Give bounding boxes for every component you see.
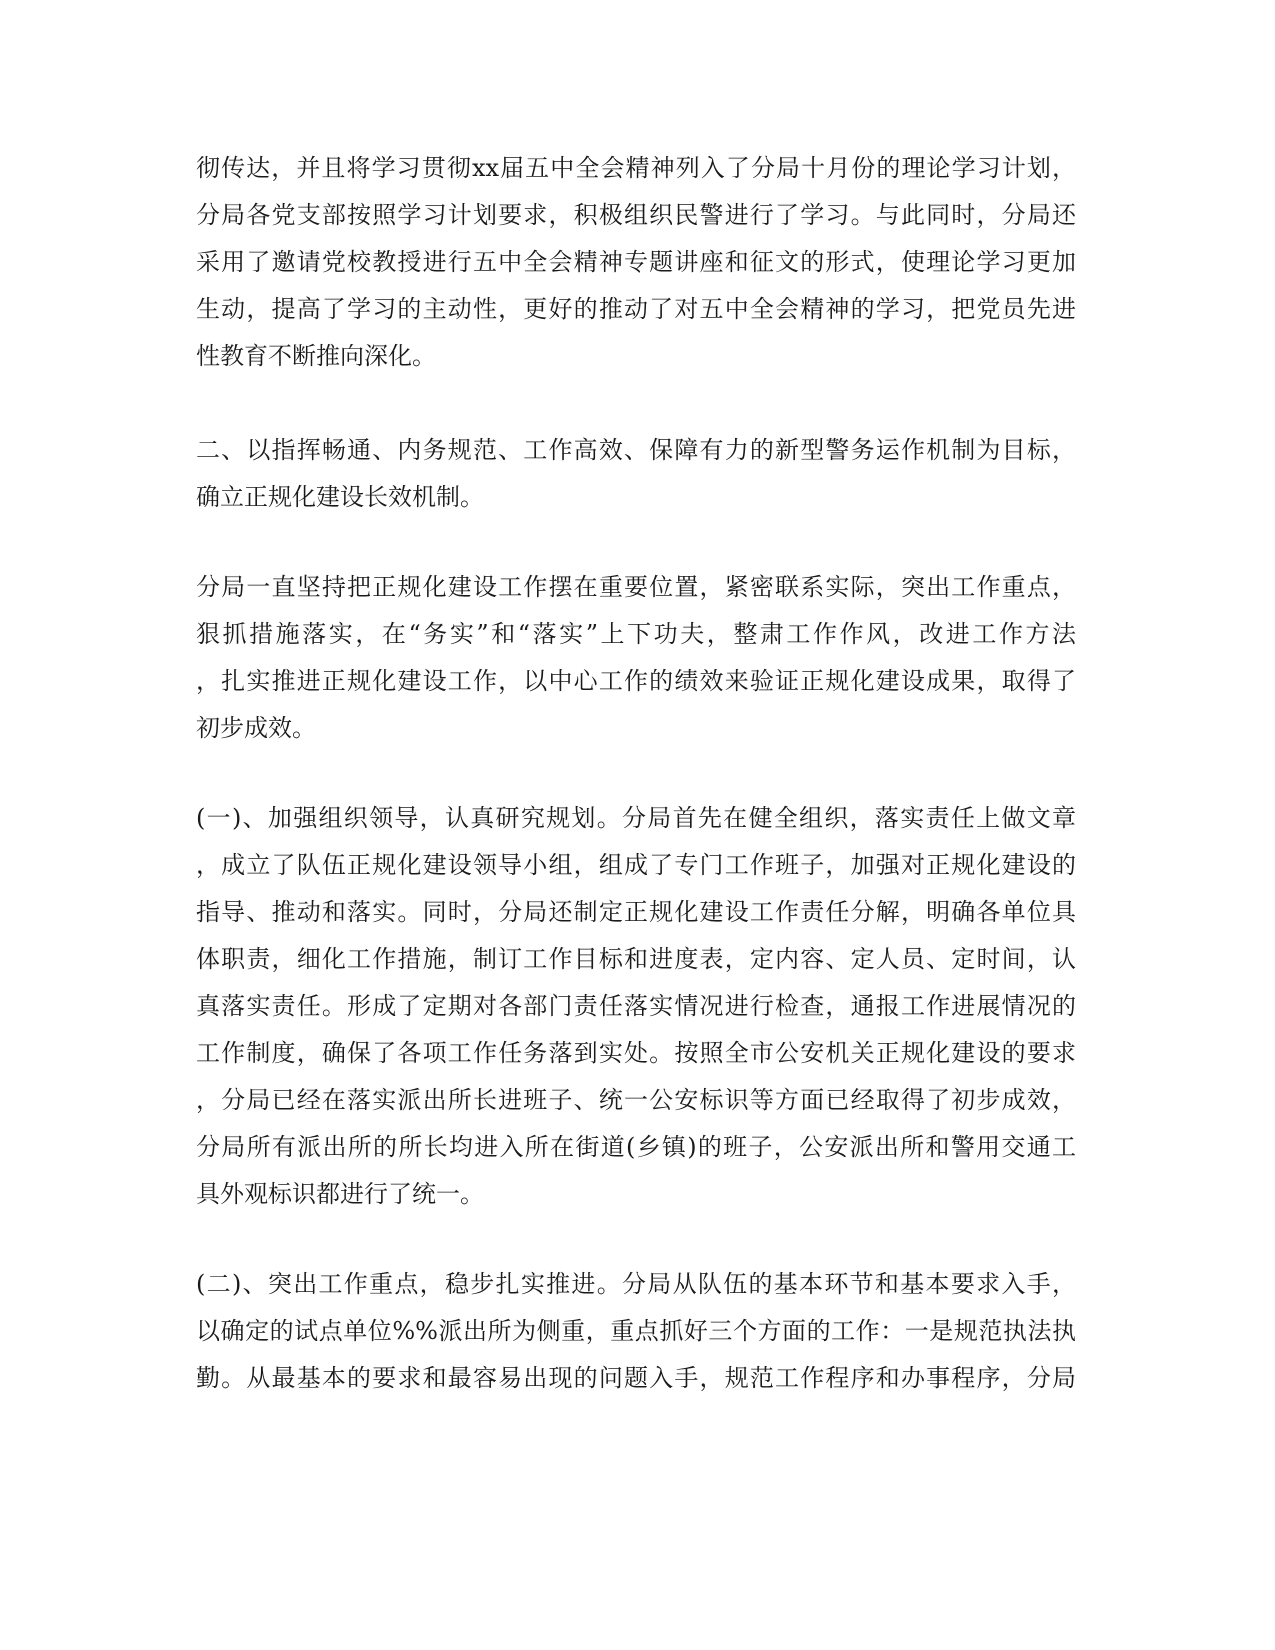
text-line: 分局所有派出所的所长均进入所在街道(乡镇)的班子，公安派出所和警用交通工 (196, 1133, 1076, 1161)
text-line: 以确定的试点单位%%派出所为侧重，重点抓好三个方面的工作：一是规范执法执 (196, 1317, 1076, 1345)
text-line: (一)、加强组织领导，认真研究规划。分局首先在健全组织，落实责任上做文章 (196, 804, 1076, 832)
text-line: 具外观标识都进行了统一。 (196, 1180, 484, 1208)
text-line: 指导、推动和落实。同时，分局还制定正规化建设工作责任分解，明确各单位具 (196, 898, 1076, 926)
text-line: 工作制度，确保了各项工作任务落到实处。按照全市公安机关正规化建设的要求 (196, 1039, 1076, 1067)
text-line: 勤。从最基本的要求和最容易出现的问题入手，规范工作程序和办事程序，分局 (196, 1364, 1076, 1392)
text-line: (二)、突出工作重点，稳步扎实推进。分局从队伍的基本环节和基本要求入手， (196, 1270, 1076, 1298)
text-line: 狠抓措施落实，在“务实”和“落实”上下功夫，整肃工作作风，改进工作方法 (196, 620, 1076, 648)
text-line: 分局各党支部按照学习计划要求，积极组织民警进行了学习。与此同时，分局还 (196, 201, 1076, 229)
text-line: 二、以指挥畅通、内务规范、工作高效、保障有力的新型警务运作机制为目标， (196, 436, 1076, 464)
text-line: ，成立了队伍正规化建设领导小组，组成了专门工作班子，加强对正规化建设的 (196, 851, 1076, 879)
text-line: 初步成效。 (196, 714, 316, 742)
text-line: 体职责，细化工作措施，制订工作目标和进度表，定内容、定人员、定时间，认 (196, 945, 1076, 973)
text-line: ，扎实推进正规化建设工作，以中心工作的绩效来验证正规化建设成果，取得了 (196, 667, 1076, 695)
text-line: ，分局已经在落实派出所长进班子、统一公安标识等方面已经取得了初步成效， (196, 1086, 1076, 1114)
text-line: 生动，提高了学习的主动性，更好的推动了对五中全会精神的学习，把党员先进 (196, 295, 1076, 323)
text-line: 采用了邀请党校教授进行五中全会精神专题讲座和征文的形式，使理论学习更加 (196, 248, 1076, 276)
text-line: 确立正规化建设长效机制。 (196, 483, 484, 511)
text-line: 分局一直坚持把正规化建设工作摆在重要位置，紧密联系实际，突出工作重点， (196, 573, 1076, 601)
text-line: 真落实责任。形成了定期对各部门责任落实情况进行检查，通报工作进展情况的 (196, 992, 1076, 1020)
text-line: 性教育不断推向深化。 (196, 342, 436, 370)
text-line: 彻传达，并且将学习贯彻xx届五中全会精神列入了分局十月份的理论学习计划， (196, 154, 1076, 182)
